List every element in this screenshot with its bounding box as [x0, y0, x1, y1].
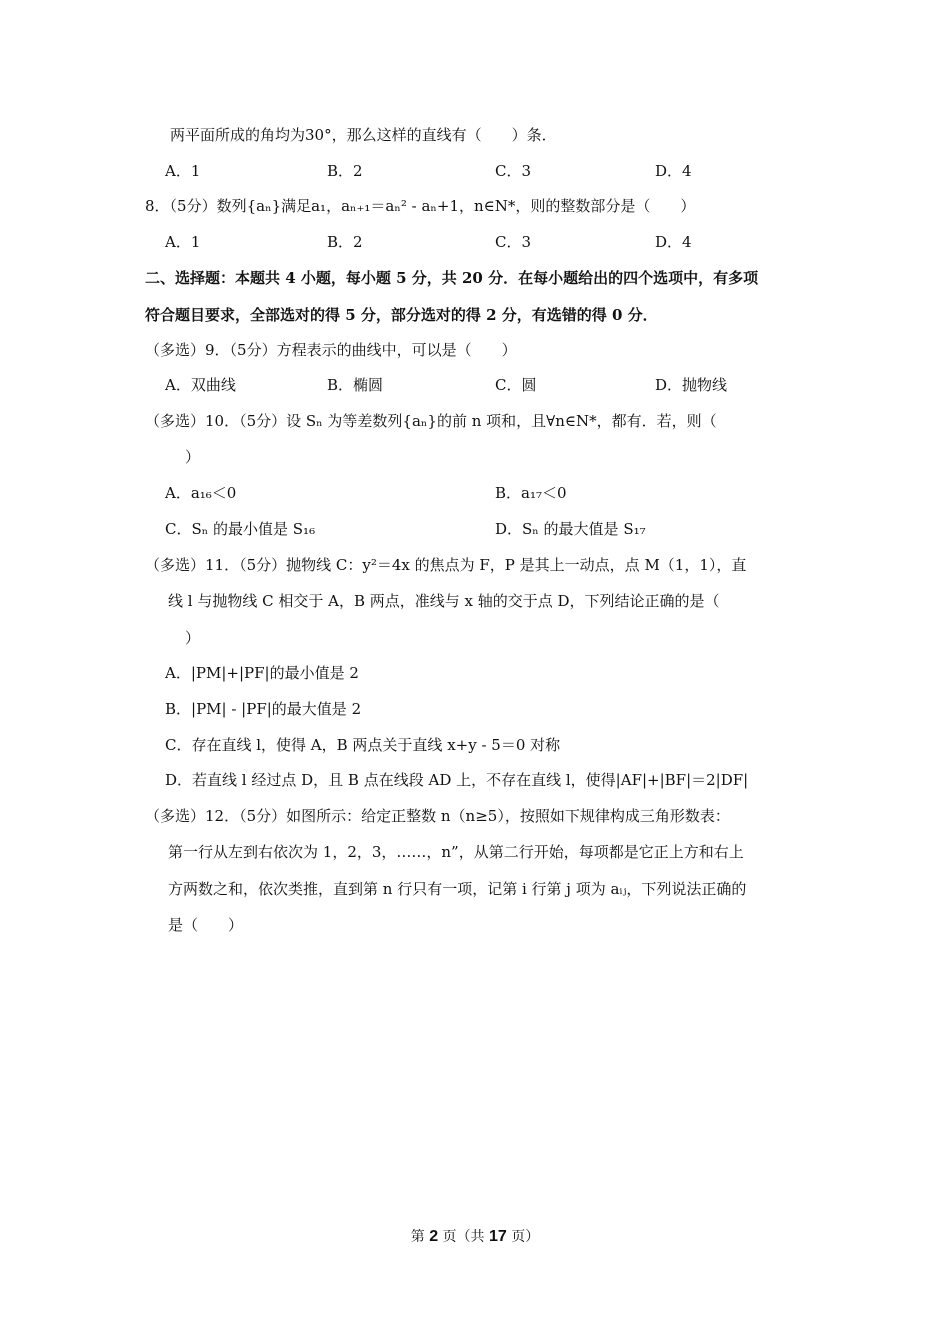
q11-option-d: D．若直线 l 经过点 D，且 B 点在线段 AD 上，不存在直线 l，使得|AF|+|BF|＝2|DF| — [165, 771, 749, 789]
q8-option-a: A．1 — [165, 233, 201, 251]
q11-stem-line3: ） — [185, 629, 201, 647]
q10-option-d: D．Sₙ 的最大值是 S₁₇ — [495, 520, 646, 538]
q12-stem-line4: 是（ ） — [168, 916, 244, 934]
footer-suffix: 页） — [511, 1229, 540, 1245]
q7-option-b: B．2 — [327, 162, 363, 180]
q10-stem-line1: （多选）10．（5分）设 Sₙ 为等差数列{aₙ}的前 n 项和，且∀n∈N*，都有．若，则（ — [145, 412, 717, 430]
q7-continuation: 两平面所成的角均为30°，那么这样的直线有（ ）条． — [170, 126, 557, 144]
q9-stem: （多选）9．（5分）方程表示的曲线中，可以是（ ） — [145, 341, 517, 359]
q10-option-b: B．a₁₇＜0 — [495, 484, 567, 502]
footer-mid: 页（共 — [442, 1229, 485, 1245]
q12-stem-line2: 第一行从左到右依次为 1，2，3，……，n”，从第二行开始，每项都是它正上方和右上 — [168, 843, 744, 861]
q11-option-c: C．存在直线 l，使得 A，B 两点关于直线 x+y - 5＝0 对称 — [165, 736, 561, 754]
footer-prefix: 第 — [410, 1229, 425, 1245]
q9-option-d: D．抛物线 — [655, 376, 728, 394]
q7-option-d: D．4 — [655, 162, 692, 180]
q10-stem-line2: ） — [185, 448, 201, 466]
q7-option-c: C．3 — [495, 162, 532, 180]
q11-option-a: A．|PM|+|PF|的最小值是 2 — [165, 664, 359, 682]
footer-total-pages: 17 — [489, 1228, 507, 1245]
q8-option-d: D．4 — [655, 233, 692, 251]
section2-heading-line1: 二、选择题：本题共 4 小题，每小题 5 分，共 20 分．在每小题给出的四个选项中，有多项 — [145, 269, 759, 287]
q12-stem-line1: （多选）12．（5分）如图所示：给定正整数 n（n≥5），按照如下规律构成三角形数表： — [145, 807, 730, 825]
q8-stem: 8．（5分）数列{aₙ}满足a₁，aₙ₊₁＝aₙ² - aₙ+1，n∈N*，则的整数部分是（ ） — [145, 197, 696, 215]
q9-option-c: C．圆 — [495, 376, 537, 394]
q11-option-b: B．|PM| - |PF|的最大值是 2 — [165, 700, 362, 718]
q12-stem-line3: 方两数之和，依次类推，直到第 n 行只有一项，记第 i 行第 j 项为 aᵢⱼ，下列说法正确的 — [168, 880, 747, 898]
q10-option-a: A．a₁₆＜0 — [165, 484, 237, 502]
footer-page-number: 2 — [429, 1228, 439, 1245]
section2-heading-line2: 符合题目要求，全部选对的得 5 分，部分选对的得 2 分，有选错的得 0 分． — [145, 306, 658, 324]
page-footer — [0, 1226, 950, 1246]
q7-option-a: A．1 — [165, 162, 201, 180]
q11-stem-line1: （多选）11．（5分）抛物线 C：y²＝4x 的焦点为 F，P 是其上一动点，点 M（1，1），直 — [145, 556, 747, 574]
q10-option-c: C．Sₙ 的最小值是 S₁₆ — [165, 520, 316, 538]
q9-option-a: A．双曲线 — [165, 376, 236, 394]
q8-option-b: B．2 — [327, 233, 363, 251]
q9-option-b: B．椭圆 — [327, 376, 384, 394]
q8-option-c: C．3 — [495, 233, 532, 251]
q11-stem-line2: 线 l 与抛物线 C 相交于 A，B 两点，准线与 x 轴的交于点 D，下列结论正确的是（ — [168, 592, 720, 610]
